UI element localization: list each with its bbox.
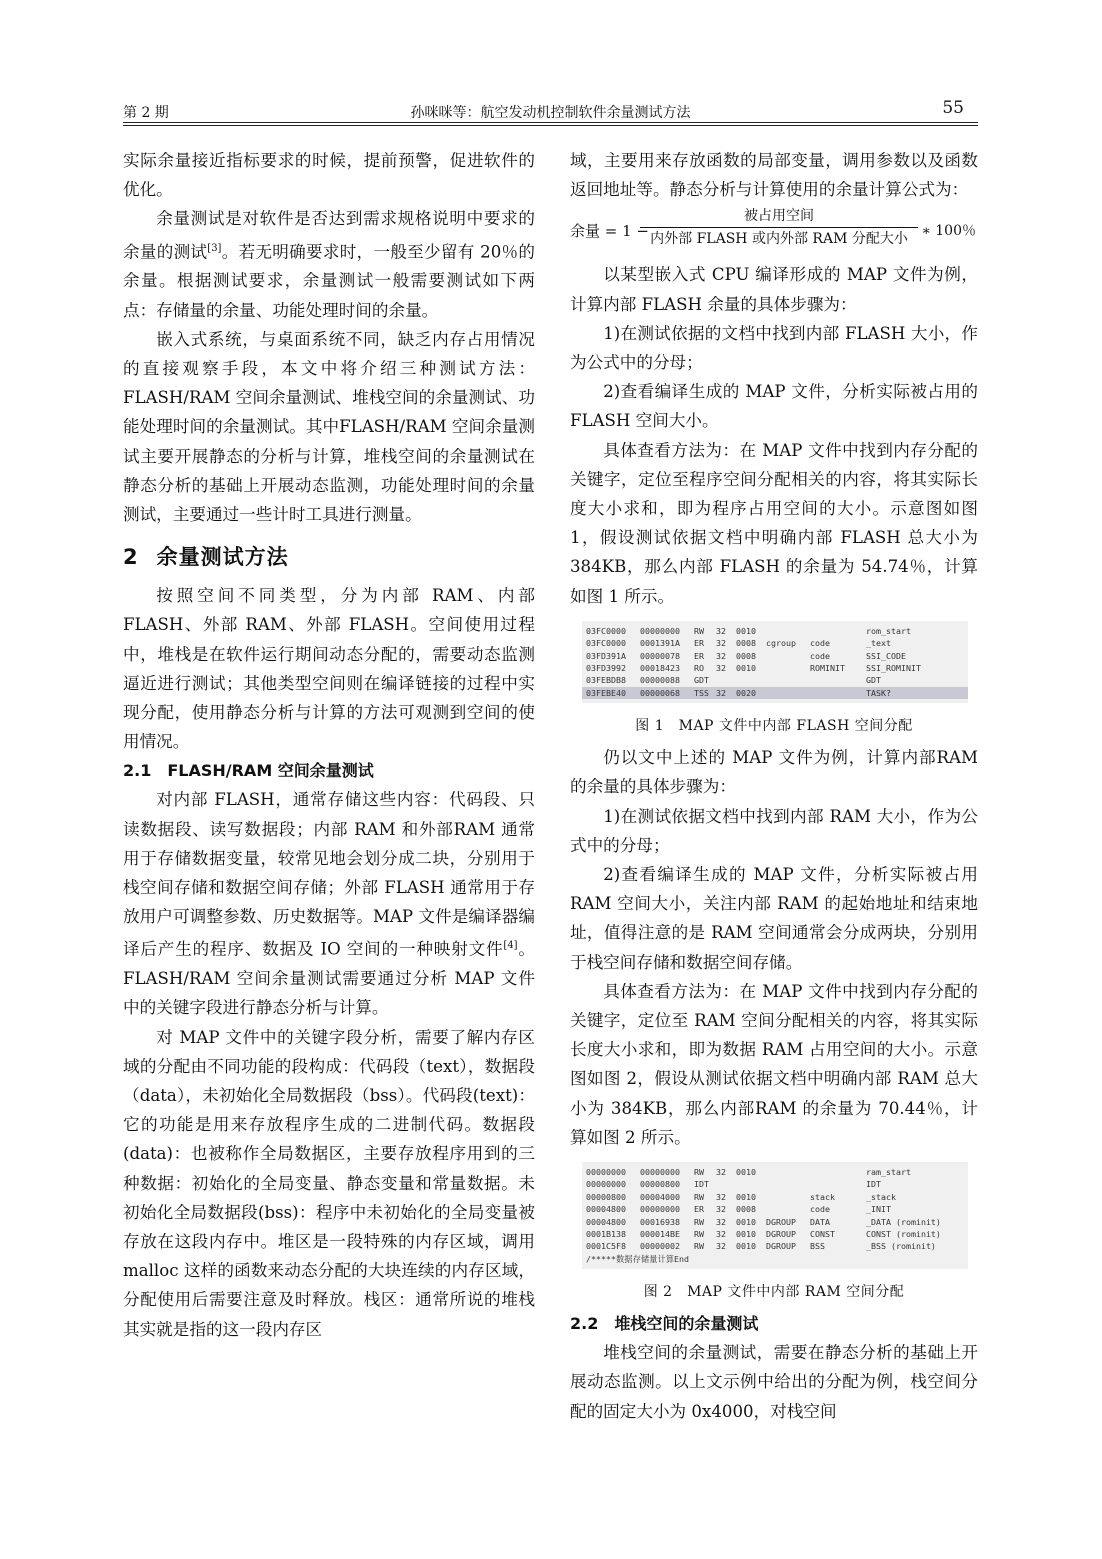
subsection-heading [570, 1309, 978, 1338]
map-cell: 32 [716, 638, 726, 649]
map-cell: 0008 [736, 650, 756, 661]
issue-number: 第 2 期 [123, 105, 169, 121]
map-cell: 00000000 [586, 1167, 626, 1178]
map-cell: 0010 [736, 1228, 756, 1239]
map-cell: RO [694, 663, 704, 674]
map-cell: SSI_ROMINIT [866, 663, 921, 674]
map-cell: 0008 [736, 1204, 756, 1215]
map-cell: 0001C5F8 [586, 1241, 626, 1252]
map-cell: RW [694, 1167, 704, 1178]
paragraph [123, 204, 535, 324]
paragraph: 按照空间不同类型，分为内部 RAM、内部FLASH、外部 RAM、外部 FLASH。空间使用过程中，堆栈是在软件运行期间动态分配的，需要动态监测逼近进行测试；其他类型空间则在编译链接的过程中实现分配，使用静态分析与计算的方法可观测到空间的使用情况。 [123, 586, 535, 752]
map-cell: 0010 [736, 1216, 756, 1227]
map-cell: ER [694, 1204, 704, 1215]
map-cell [716, 674, 736, 686]
map-cell: _DATA (rominit) [866, 1216, 941, 1227]
map-cell: 00000800 [640, 1179, 680, 1190]
section-title: 余量测试方法 [156, 545, 289, 570]
map-cell: GDT [694, 675, 709, 686]
map-footer-line: /*****数据存储量计算End [586, 1253, 690, 1264]
map-cell: 32 [716, 1228, 726, 1239]
map-row [582, 662, 968, 674]
map-row [582, 1240, 968, 1252]
map-cell: 00004800 [586, 1204, 626, 1215]
paragraph: 实际余量接近指标要求的时候，提前预警，促进软件的优化。 [123, 151, 535, 200]
map-cell: 00000000 [586, 1179, 626, 1190]
page-header [123, 96, 978, 126]
map-cell: 0010 [736, 1241, 756, 1252]
subsection-number: 2.1 [123, 761, 152, 781]
map-cell: 00000800 [586, 1191, 626, 1202]
subsection-number: 2.2 [570, 1314, 599, 1334]
map-cell [766, 662, 810, 674]
map-cell: code [810, 650, 830, 661]
map-cell: 0020 [736, 687, 756, 698]
map-cell: CONST (rominit) [866, 1228, 941, 1239]
map-cell: RW [694, 625, 704, 636]
map-cell: 00018423 [640, 663, 680, 674]
map-cell [810, 1166, 866, 1178]
map-cell [766, 687, 810, 699]
map-cell: 32 [716, 1191, 726, 1202]
map-cell: _INIT [866, 1204, 891, 1215]
left-column [123, 146, 535, 1344]
paragraph-text: 对内部 FLASH，通常存储这些内容：代码段、只读数据段、读写数据段；内部 RAM 和外部RAM 通常用于存储数据变量，较常见地会划分成二块，分别用于栈空间存储和数据空间存储；外部 FLASH 通常用于存放用户可调整参数、历史数据等。MAP 文件是编译器编译后产生的程序、数据及 IO 空间的一种映射文件 [123, 790, 535, 959]
map-cell: 00000078 [640, 650, 680, 661]
map-row [582, 1191, 968, 1203]
map-cell: 32 [716, 1167, 726, 1178]
subsection-heading [123, 756, 535, 785]
map-cell [766, 1166, 810, 1178]
map-cell: 03FC0000 [586, 625, 626, 636]
map-cell: 03FD3992 [586, 663, 626, 674]
paragraph: 嵌入式系统，与桌面系统不同，缺乏内存占用情况的直接观察手段，本文中将介绍三种测试方法：FLASH/RAM 空间余量测试、堆栈空间的余量测试、功能处理时间的余量测试。其中FLASH/RAM 空间余量测试主要开展静态的分析与计算，堆栈空间的余量测试在静态分析的基础上开展动态监测，功能处理时间的余量测试，主要通过一些计时工具进行测量。 [123, 329, 535, 524]
map-row [582, 625, 968, 637]
map-cell [766, 1178, 810, 1190]
map-cell: 00016938 [640, 1216, 680, 1227]
map-cell: 00004800 [586, 1216, 626, 1227]
right-column [570, 146, 978, 1426]
formula-lhs: 余量 = 1 − [570, 222, 649, 241]
figure-2-map-ram [582, 1162, 968, 1269]
map-cell: 00000088 [640, 675, 680, 686]
map-cell [766, 674, 810, 686]
subsection-title: 堆栈空间的余量测试 [614, 1314, 759, 1334]
map-cell: CONST [810, 1228, 835, 1239]
header-rule [123, 122, 978, 126]
paragraph-text: 。若无明确要求时，一般至少留有 20％的余量。根据测试要求，余量测试一般需要测试如下两点：存储量的余量、功能处理时间的余量。 [123, 242, 535, 320]
map-cell: RW [694, 1228, 704, 1239]
map-cell: cgroup [766, 638, 796, 649]
map-row [582, 650, 968, 662]
map-cell: 32 [716, 625, 726, 636]
map-cell [810, 625, 866, 637]
map-cell: GDT [866, 675, 881, 686]
paragraph: 1)在测试依据的文档中找到内部 FLASH 大小，作为公式中的分母； [570, 323, 978, 373]
map-cell [766, 1203, 810, 1215]
map-cell [810, 1178, 866, 1190]
map-cell [810, 674, 866, 686]
map-row [582, 1178, 968, 1190]
formula-fraction [640, 206, 918, 249]
map-cell: 03FD391A [586, 650, 626, 661]
map-cell [766, 1191, 810, 1203]
section-number: 2 [123, 545, 139, 570]
map-cell: RW [694, 1241, 704, 1252]
paragraph-text: 。FLASH/RAM 空间余量测试需要通过分析 MAP 文件中的关键字段进行静态分析与计算。 [123, 939, 535, 1018]
margin-formula [570, 206, 978, 256]
map-cell: DGROUP [766, 1216, 796, 1227]
paragraph: 以某型嵌入式 CPU 编译形成的 MAP 文件为例，计算内部 FLASH 余量的具体步骤为： [570, 265, 978, 314]
map-cell: RW [694, 1216, 704, 1227]
map-row [582, 1203, 968, 1215]
page-number: 55 [942, 98, 964, 118]
map-cell: SSI_CODE [866, 650, 906, 661]
map-cell: 0010 [736, 1167, 756, 1178]
paragraph: 堆栈空间的余量测试，需要在静态分析的基础上开展动态监测。以上文示例中给出的分配为例，栈空间分配的固定大小为 0x4000，对栈空间 [570, 1343, 978, 1421]
map-cell: 32 [716, 1204, 726, 1215]
map-cell: 0010 [736, 663, 756, 674]
map-cell: RW [694, 1191, 704, 1202]
figure-2-caption: 图 2 MAP 文件中内部 RAM 空间分配 [643, 1284, 905, 1301]
formula-rhs: ∗ 100％ [921, 223, 976, 240]
map-cell [766, 650, 810, 662]
map-cell: 00000000 [640, 1204, 680, 1215]
map-cell: IDT [694, 1179, 709, 1190]
map-cell: ER [694, 638, 704, 649]
map-cell: 32 [716, 650, 726, 661]
map-cell: 0001391A [640, 638, 680, 649]
figure-1-map-flash [582, 621, 968, 703]
map-cell: _text [866, 638, 891, 649]
map-cell: 00000068 [640, 687, 680, 698]
map-cell: DGROUP [766, 1241, 796, 1252]
map-row [582, 1166, 968, 1178]
map-cell: 0010 [736, 625, 756, 636]
map-cell: 00000002 [640, 1241, 680, 1252]
map-cell [736, 1178, 766, 1190]
citation: [4] [503, 940, 518, 952]
subsection-title: FLASH/RAM 空间余量测试 [167, 761, 374, 781]
map-cell: 0008 [736, 638, 756, 649]
map-cell: TSS [694, 687, 709, 698]
map-row [582, 1216, 968, 1228]
map-cell: code [810, 1204, 830, 1215]
map-cell: ROMINIT [810, 663, 845, 674]
paragraph: 2)查看编译生成的 MAP 文件，分析实际被占用的 FLASH 空间大小。 [570, 382, 978, 431]
map-cell: BSS [810, 1241, 825, 1252]
map-cell: _stack [866, 1191, 896, 1202]
fraction-bar [640, 227, 918, 228]
paragraph: 2)查看编译生成的 MAP 文件，分析实际被占用 RAM 空间大小，关注内部 RAM 的起始地址和结束地址，值得注意的是 RAM 空间通常会分成两块，分别用于栈空间存储和数据空间存储。 [570, 865, 978, 972]
map-cell: 0001B138 [586, 1228, 626, 1239]
map-cell: rom_start [866, 625, 911, 636]
map-cell [716, 1178, 736, 1190]
map-cell: 000014BE [640, 1228, 680, 1239]
map-cell: DGROUP [766, 1228, 796, 1239]
map-cell [766, 625, 810, 637]
map-cell: 03FEBDB8 [586, 675, 626, 686]
map-cell: 0010 [736, 1191, 756, 1202]
map-row [582, 637, 968, 649]
paragraph-text: 余量测试是对软件是否达到需求规格说明中要求的余量的测试 [123, 209, 535, 262]
map-cell: 00000000 [640, 625, 680, 636]
map-cell [810, 687, 866, 699]
running-title: 孙咪咪等：航空发动机控制软件余量测试方法 [410, 105, 691, 121]
map-cell: ER [694, 650, 704, 661]
map-cell: 00000000 [640, 1167, 680, 1178]
figure-1-caption: 图 1 MAP 文件中内部 FLASH 空间分配 [635, 718, 913, 735]
map-cell: 32 [716, 687, 726, 698]
map-row [582, 674, 968, 686]
paragraph [123, 785, 535, 1022]
map-cell: _BSS (rominit) [866, 1241, 936, 1252]
map-cell: 32 [716, 1241, 726, 1252]
paragraph: 域，主要用来存放函数的局部变量，调用参数以及函数返回地址等。静态分析与计算使用的余量计算公式为： [570, 151, 978, 200]
map-cell: 00004000 [640, 1191, 680, 1202]
formula-numerator: 被占用空间 [744, 208, 814, 225]
map-cell: 32 [716, 1216, 726, 1227]
map-cell: code [810, 638, 830, 649]
paragraph: 1)在测试依据文档中找到内部 RAM 大小，作为公式中的分母； [570, 806, 978, 855]
map-cell: TASK? [866, 687, 891, 698]
map-cell [736, 674, 766, 686]
paragraph: 仍以文中上述的 MAP 文件为例，计算内部RAM 的余量的具体步骤为： [570, 748, 978, 797]
formula-denominator: 内外部 FLASH 或内外部 RAM 分配大小 [650, 231, 908, 248]
paragraph: 具体查看方法为：在 MAP 文件中找到内存分配的关键字，定位至 RAM 空间分配相关的内容，将其实际长度大小求和，即为数据 RAM 占用空间的大小。示意图如图 2，假设从测试依据文档中明确内部 RAM 总大小为 384KB，那么内部RAM 的余量为 70.44％，计算如图 2 所示。 [570, 981, 978, 1147]
map-row [582, 1228, 968, 1240]
paragraph: 对 MAP 文件中的关键字段分析，需要了解内存区域的分配由不同功能的段构成：代码段（text），数据段（data），未初始化全局数据段（bss）。代码段(text)：它的功能是用来存放程序生成的二进制代码。数据段(data)：也被称作全局数据区，主要存放程序用到的三种数据：初始化的全局变量、静态变量和常量数据。未初始化全局数据段(bss)：程序中未初始化的全局变量被存放在这段内存中。堆区是一段特殊的内存区域，调用 malloc 这样的函数来动态分配的大块连续的内存区域，分配使用后需要注意及时释放。栈区：通常所说的堆栈其实就是指的这一段内存区 [123, 1027, 535, 1339]
map-cell: 32 [716, 663, 726, 674]
map-cell: stack [810, 1191, 835, 1202]
section-heading [123, 541, 535, 571]
map-cell: 03FC0000 [586, 638, 626, 649]
map-cell: DATA [810, 1216, 830, 1227]
map-cell: IDT [866, 1179, 881, 1190]
citation: [3] [207, 242, 222, 254]
map-cell: ram_start [866, 1167, 911, 1178]
map-row [582, 687, 968, 699]
map-cell: 03FEBE40 [586, 687, 626, 698]
paragraph: 具体查看方法为：在 MAP 文件中找到内存分配的关键字，定位至程序空间分配相关的内容，将其实际长度大小求和，即为程序占用空间的大小。示意图如图 1，假设测试依据文档中明确内部 FLASH 总大小为 384KB，那么内部 FLASH 的余量为 54.74％，计算如图 1 所示。 [570, 440, 978, 606]
